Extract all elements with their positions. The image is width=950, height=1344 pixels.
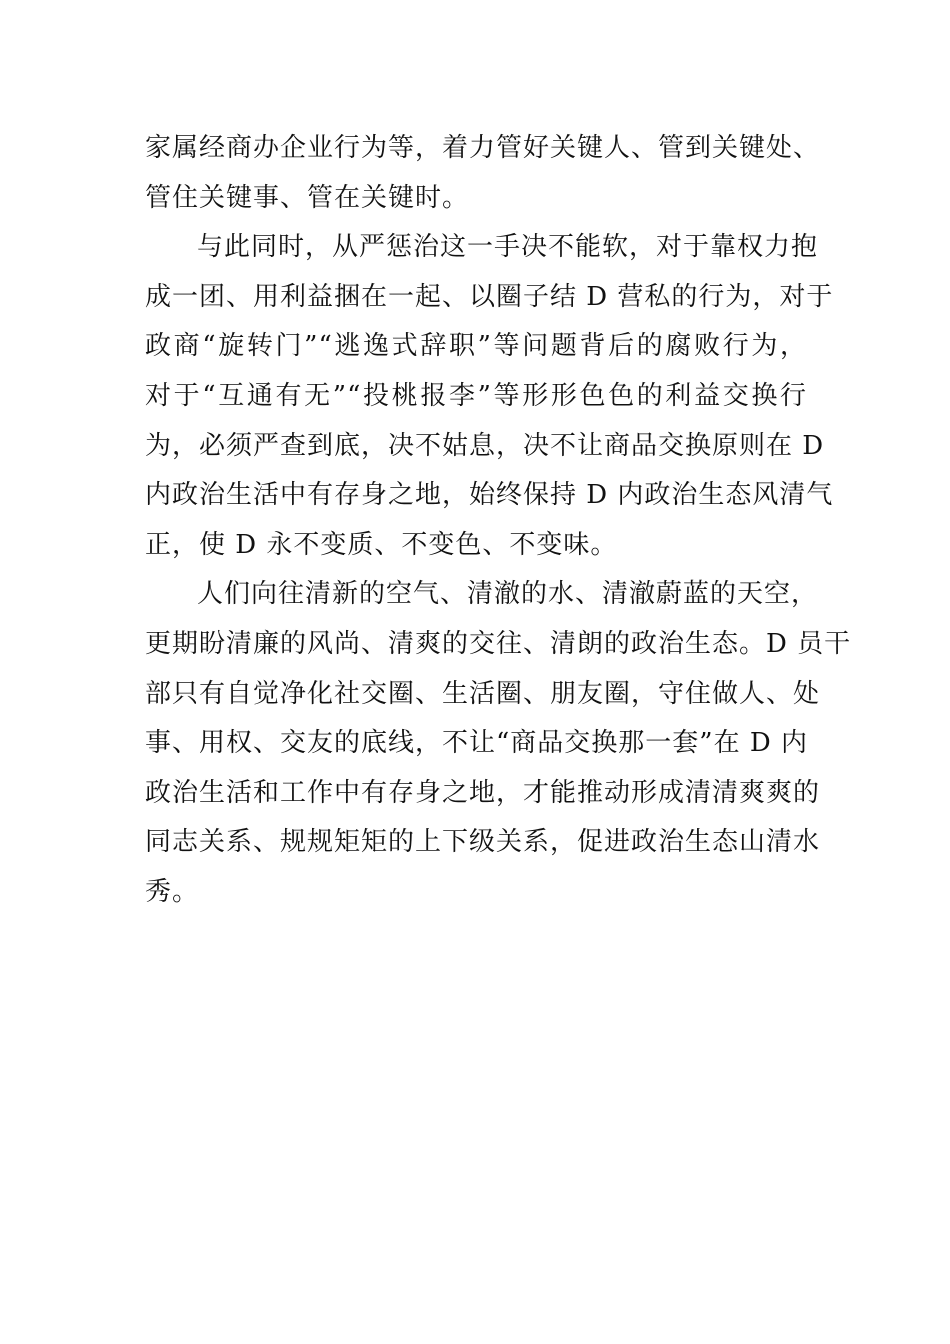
paragraph-line: 管住关键事、管在关键时。: [145, 182, 470, 213]
paragraph-line: 对于“互通有无”“投桃报李”等形形色色的利益交换行: [145, 380, 807, 411]
paragraph-line: 事、用权、交友的底线，不让“商品交换那一套”在 D 内: [145, 728, 808, 759]
paragraph-line: 政商“旋转门”“逃逸式辞职”等问题背后的腐败行为，: [145, 331, 807, 362]
paragraph-line: 部只有自觉净化社交圈、生活圈、朋友圈，守住做人、处: [145, 678, 821, 709]
paragraph-1: [145, 124, 821, 223]
paragraph-3: [145, 570, 852, 917]
paragraph-line: 内政治生活中有存身之地，始终保持 D 内政治生态风清气: [145, 480, 834, 511]
paragraph-line: 与此同时，从严惩治这一手决不能软，对于靠权力抱: [197, 232, 819, 263]
paragraph-line: 为，必须严查到底，决不姑息，决不让商品交换原则在 D: [145, 430, 825, 461]
paragraph-line: 正，使 D 永不变质、不变色、不变味。: [145, 529, 618, 560]
paragraph-2: [145, 223, 834, 570]
paragraph-line: 更期盼清廉的风尚、清爽的交往、清朗的政治生态。D 员干: [145, 628, 852, 659]
paragraph-line: 人们向往清新的空气、清澈的水、清澈蔚蓝的天空，: [197, 579, 819, 610]
paragraph-line: 秀。: [145, 876, 200, 907]
paragraph-line: 成一团、用利益捆在一起、以圈子结 D 营私的行为，对于: [145, 281, 834, 312]
paragraph-line: 同志关系、规规矩矩的上下级关系，促进政治生态山清水: [145, 827, 821, 858]
paragraph-line: 政治生活和工作中有存身之地，才能推动形成清清爽爽的: [145, 777, 821, 808]
document-body: [145, 124, 852, 918]
paragraph-line: 家属经商办企业行为等，着力管好关键人、管到关键处、: [145, 133, 821, 163]
